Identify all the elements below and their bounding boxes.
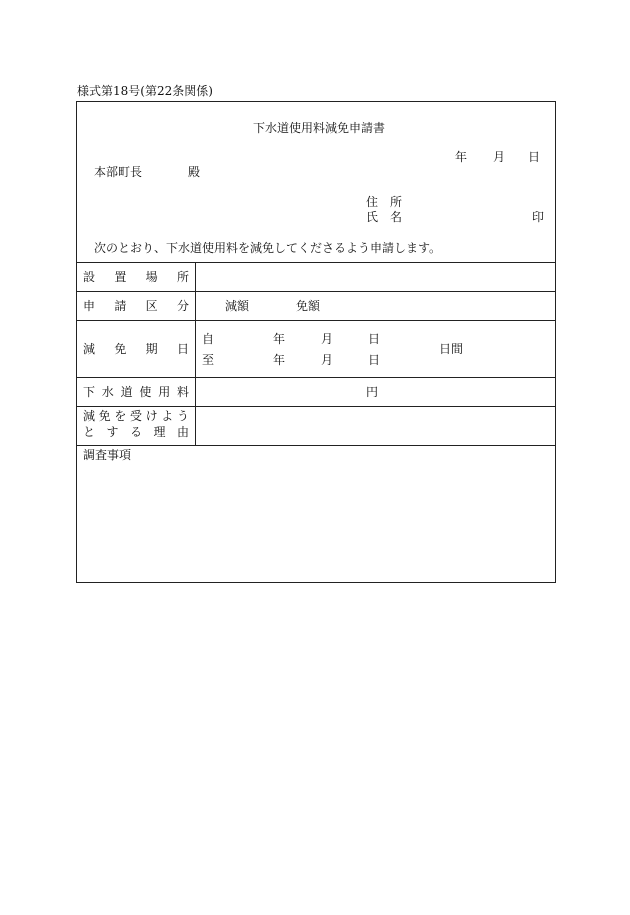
period-label: 減 免 期 日: [83, 342, 189, 356]
fee-label: 下 水 道 使 用 料: [83, 385, 189, 399]
period-to-label: 至: [202, 353, 215, 367]
name-label: 氏 名: [366, 210, 403, 224]
address-label: 住 所: [366, 195, 403, 209]
application-statement: 次のとおり、下水道使用料を減免してくださるよう申請します。: [94, 241, 442, 255]
date-month-label: 月: [493, 150, 506, 164]
row-divider: [77, 377, 555, 378]
period-from-day: 日: [368, 332, 381, 346]
period-from-label: 自: [202, 332, 215, 346]
period-from-year: 年: [273, 332, 286, 346]
period-days-label: 日間: [439, 342, 464, 356]
form-title: 下水道使用料減免申請書: [253, 121, 386, 135]
category-label: 申 請 区 分: [83, 299, 189, 313]
exemption-option: 免額: [296, 299, 321, 313]
period-from-month: 月: [321, 332, 334, 346]
reason-label-line1: 減 免 を 受 け よ う: [83, 409, 189, 423]
period-to-year: 年: [273, 353, 286, 367]
location-label: 設 置 場 所: [83, 270, 189, 284]
period-to-month: 月: [321, 353, 334, 367]
seal-mark: 印: [532, 210, 545, 224]
row-divider: [77, 291, 555, 292]
form-number: 様式第18号(第22条関係): [77, 84, 213, 98]
date-day-label: 日: [528, 150, 541, 164]
addressee-honorific: 殿: [188, 165, 201, 179]
fee-unit: 円: [366, 385, 379, 399]
reason-label-line2: と す る 理 由: [83, 425, 189, 439]
row-divider: [77, 262, 555, 263]
date-year-label: 年: [455, 150, 468, 164]
addressee-name: 本部町長: [94, 165, 143, 179]
column-divider: [195, 262, 196, 445]
investigation-label: 調査事項: [83, 448, 132, 462]
reduction-option: 減額: [225, 299, 250, 313]
application-form: [76, 101, 556, 583]
period-to-day: 日: [368, 353, 381, 367]
row-divider: [77, 406, 555, 407]
row-divider: [77, 320, 555, 321]
row-divider: [77, 445, 555, 446]
